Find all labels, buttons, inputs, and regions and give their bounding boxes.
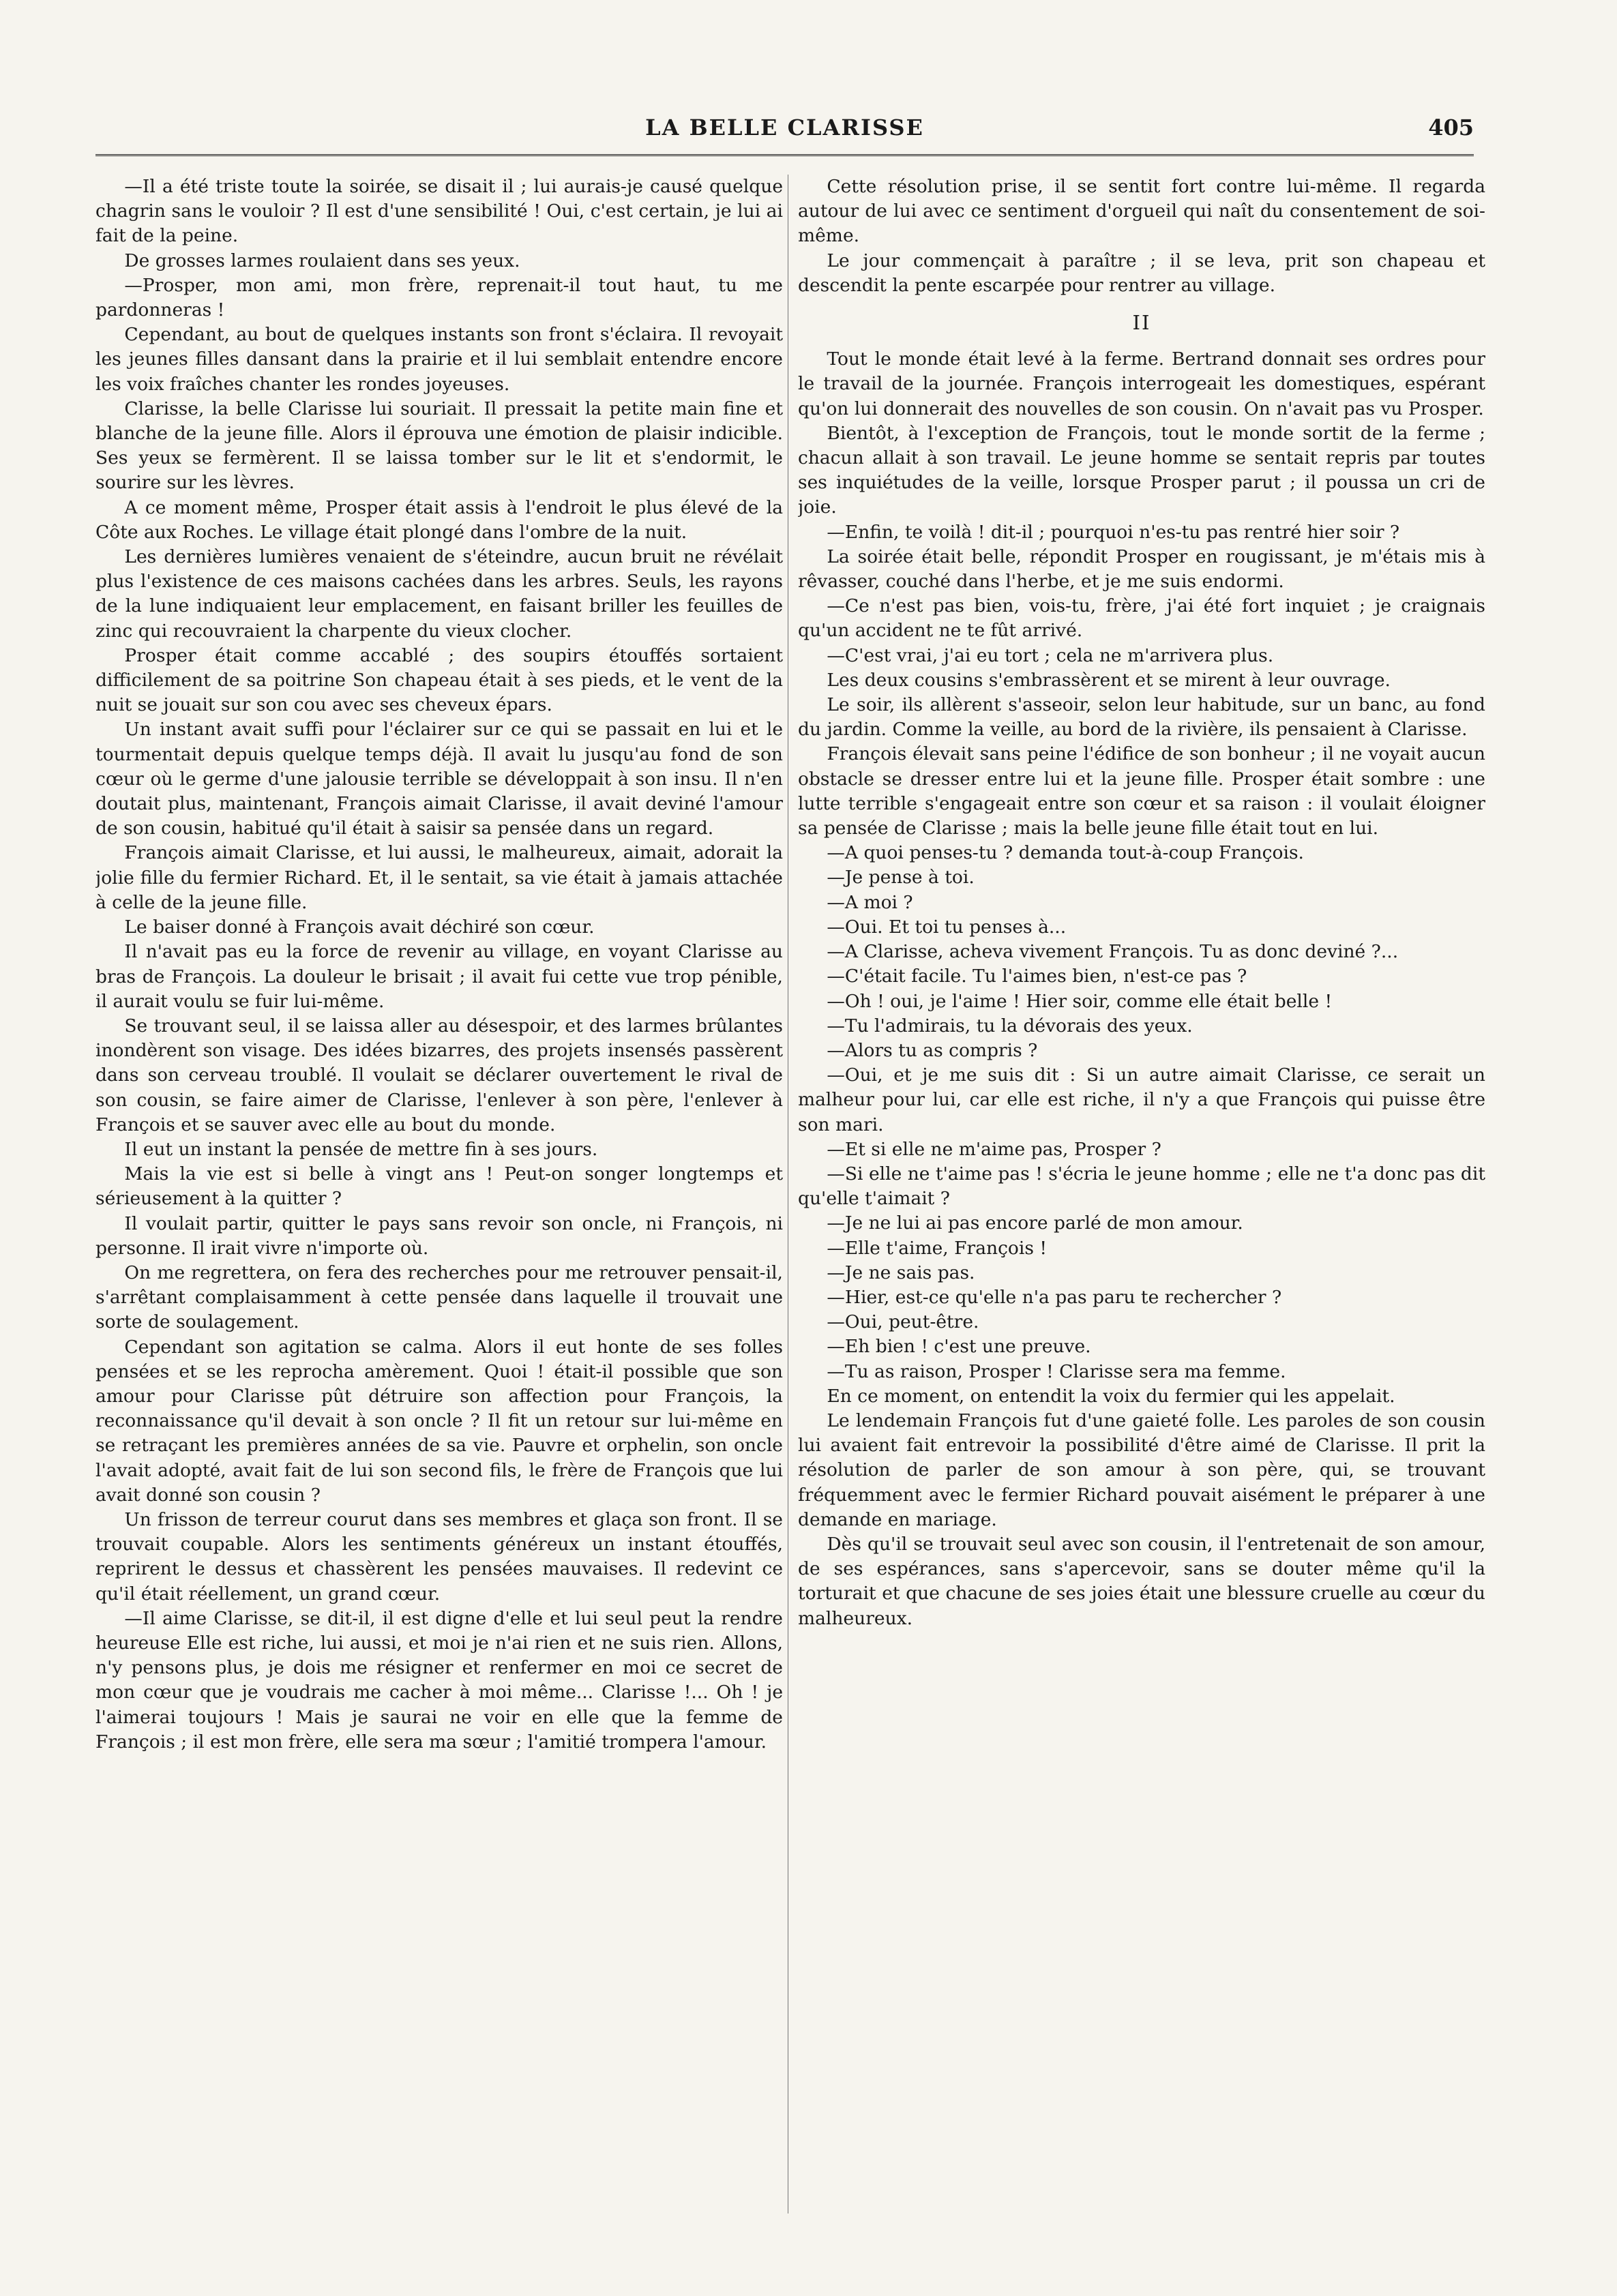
paragraph: Bientôt, à l'exception de François, tout le monde sortit de la ferme ; chacun allait à son travail. Le jeune homme se sentait repris par toutes ses inquiétudes de la veille, lorsque Prosper parut ; il poussa un cri de joie. [798,422,1485,518]
paragraph: Il eut un instant la pensée de mettre fin à ses jours. [124,1138,598,1160]
paragraph: —Et si elle ne m'aime pas, Prosper ? [827,1138,1161,1160]
page-header [95,115,1474,153]
paragraph: La soirée était belle, répondit Prosper en rougissant, je m'étais mis à rêvasser, couché dans l'herbe, et je me suis endormi. [798,546,1485,593]
paragraph: —Je ne sais pas. [827,1262,975,1283]
paragraph: —Enfin, te voilà ! dit-il ; pourquoi n'es-tu pas rentré hier soir ? [827,521,1400,543]
paragraph: —Je ne lui ai pas encore parlé de mon amour. [827,1212,1243,1234]
paragraph: —Elle t'aime, François ! [827,1237,1048,1259]
section-heading: II [1132,311,1151,335]
page-number: 405 [1428,115,1474,140]
running-title: LA BELLE CLARISSE [645,115,924,140]
paragraph: En ce moment, on entendit la voix du fermier qui les appelait. [827,1385,1395,1407]
paragraph: —Tu as raison, Prosper ! Clarisse sera ma femme. [827,1360,1286,1382]
paragraph: Tout le monde était levé à la ferme. Bertrand donnait ses ordres pour le travail de la journée. François interrogeait les domestiques, espérant qu'on lui donnerait des nouvelles de son cousin. On n'avait pas vu Prosper. [798,348,1485,419]
paragraph: —A quoi penses-tu ? demanda tout-à-coup François. [827,842,1304,864]
paragraph: Cependant son agitation se calma. Alors il eut honte de ses folles pensées et se les reprocha amèrement. Quoi ! était-il possible que son amour pour Clarisse pût détruire son affection pour François, la reconnaissance qu'il devait à son oncle ? Il fit un retour sur lui-même en se retraçant les premières années de sa vie. Pauvre et orphelin, son oncle l'avait adopté, avait fait de lui son second fils, le frère de François que lui avait donné son cousin ? [95,1336,783,1506]
paragraph: Se trouvant seul, il se laissa aller au désespoir, et des larmes brûlantes inondèrent son visage. Des idées bizarres, des projets insensés passèrent dans son cerveau troublé. Il voulait se déclarer ouvertement le rival de son cousin, se faire aimer de Clarisse, l'enlever à son père, l'enlever à François et se sauver avec elle au bout du monde. [95,1015,783,1135]
paragraph: —Eh bien ! c'est une preuve. [827,1336,1091,1358]
paragraph: Il n'avait pas eu la force de revenir au village, en voyant Clarisse au bras de François. La douleur le brisait ; il avait fui cette vue trop pénible, il aurait voulu se fuir lui-même. [95,941,783,1012]
paragraph: —Oui, et je me suis dit : Si un autre aimait Clarisse, ce serait un malheur pour lui, car elle est riche, il n'y a que François qui puisse être son mari. [798,1064,1485,1135]
paragraph: —Il a été triste toute la soirée, se disait il ; lui aurais-je causé quelque chagrin sans le vouloir ? Il est d'une sensibilité ! Oui, c'est certain, je lui ai fait de la peine. [95,176,783,247]
paragraph: On me regrettera, on fera des recherches pour me retrouver pensait-il, s'arrêtant complaisamment à cette pensée dans laquelle il trouvait une sorte de soulagement. [95,1262,783,1333]
paragraph: Dès qu'il se trouvait seul avec son cousin, il l'entretenait de son amour, de ses espérances, sans s'apercevoir, sans se douter même qu'il la torturait et que chacune de ses joies était une blessure cruelle au cœur du malheureux. [798,1533,1485,1629]
paragraph: —Il aime Clarisse, se dit-il, il est digne d'elle et lui seul peut la rendre heureuse Elle est riche, lui aussi, et moi je n'ai rien et ne suis rien. Allons, n'y pensons plus, je dois me résigner et renfermer en moi ce secret de mon cœur que je voudrais me cacher à moi même... Clarisse !... Oh ! je l'aimerai toujours ! Mais je saurai ne voir en elle que la femme de François ; il est mon frère, elle sera ma sœur ; l'amitié trompera l'amour. [95,1607,783,1753]
paragraph: —Oui. Et toi tu penses à... [827,916,1067,938]
paragraph: Un instant avait suffi pour l'éclairer sur ce qui se passait en lui et le tourmentait depuis quelque temps déjà. Il avait lu jusqu'au fond de son cœur où le germe d'une jalousie terrible se développait à son insu. Il n'en doutait plus, maintenant, François aimait Clarisse, il avait deviné l'amour de son cousin, habitué qu'il était à saisir sa pensée dans un regard. [95,719,783,839]
paragraph: Clarisse, la belle Clarisse lui souriait. Il pressait la petite main fine et blanche de la jeune fille. Alors il éprouva une émotion de plaisir indicible. Ses yeux se fermèrent. Il se laissa tomber sur le lit et s'endormit, le sourire sur les lèvres. [95,398,783,494]
paragraph: Mais la vie est si belle à vingt ans ! Peut-on songer longtemps et sérieusement à la quitter ? [95,1163,783,1210]
paragraph: —Oui, peut-être. [827,1311,979,1333]
paragraph: Le baiser donné à François avait déchiré son cœur. [124,916,595,938]
paragraph: —Alors tu as compris ? [827,1039,1038,1061]
paragraph: François aimait Clarisse, et lui aussi, le malheureux, aimait, adorait la jolie fille du fermier Richard. Et, il le sentait, sa vie était à jamais attachée à celle de la jeune fille. [95,842,783,913]
header-rule [95,154,1474,156]
paragraph: —C'est vrai, j'ai eu tort ; cela ne m'arrivera plus. [827,644,1274,666]
paragraph: —A moi ? [827,891,913,913]
paragraph: —Si elle ne t'aime pas ! s'écria le jeune homme ; elle ne t'a donc pas dit qu'elle t'aimait ? [798,1163,1485,1210]
paragraph: —Je pense à toi. [827,867,975,889]
paragraph: Le lendemain François fut d'une gaieté folle. Les paroles de son cousin lui avaient fait entrevoir la possibilité d'être aimé de Clarisse. Il prit la résolution de parler de son amour à son père, qui, se trouvant fréquemment avec le fermier Richard pouvait aisément le préparer à une demande en mariage. [798,1410,1485,1530]
paragraph: Les dernières lumières venaient de s'éteindre, aucun bruit ne révélait plus l'existence de ces maisons cachées dans les arbres. Seuls, les rayons de la lune indiquaient leur emplacement, en faisant briller les feuilles de zinc qui recouvraient la charpente du vieux clocher. [95,546,783,642]
left-column [95,175,783,2213]
paragraph: Il voulait partir, quitter le pays sans revoir son oncle, ni François, ni personne. Il irait vivre n'importe où. [95,1212,783,1259]
paragraph: —C'était facile. Tu l'aimes bien, n'est-ce pas ? [827,966,1247,987]
paragraph: —Oh ! oui, je l'aime ! Hier soir, comme elle était belle ! [827,990,1333,1012]
paragraph: —Hier, est-ce qu'elle n'a pas paru te rechercher ? [827,1286,1282,1308]
right-column [798,175,1485,2213]
paragraph: —Tu l'admirais, tu la dévorais des yeux. [827,1015,1193,1037]
paragraph: —A Clarisse, acheva vivement François. Tu as donc deviné ?... [827,941,1399,963]
paragraph: Le jour commençait à paraître ; il se leva, prit son chapeau et descendit la pente escarpée pour rentrer au village. [798,250,1485,296]
paragraph: Les deux cousins s'embrassèrent et se mirent à leur ouvrage. [827,669,1391,691]
paragraph: Prosper était comme accablé ; des soupirs étouffés sortaient difficilement de sa poitrine Son chapeau était à ses pieds, et le vent de la nuit se jouait sur son cou avec ses cheveux épars. [95,644,783,716]
paragraph: Le soir, ils allèrent s'asseoir, selon leur habitude, sur un banc, au fond du jardin. Comme la veille, au bord de la rivière, ils pensaient à Clarisse. [798,694,1485,741]
paragraph: Cependant, au bout de quelques instants son front s'éclaira. Il revoyait les jeunes filles dansant dans la prairie et il lui semblait entendre encore les voix fraîches chanter les rondes joyeuses. [95,324,783,395]
paragraph: Un frisson de terreur courut dans ses membres et glaça son front. Il se trouvait coupable. Alors les sentiments généreux un instant étouffés, reprirent le dessus et chassèrent les pensées mauvaises. Il redevint ce qu'il était réellement, un grand cœur. [95,1508,783,1605]
paragraph: —Prosper, mon ami, mon frère, reprenait-il tout haut, tu me pardonneras ! [95,274,783,321]
paragraph: De grosses larmes roulaient dans ses yeux. [124,250,520,271]
paragraph: Cette résolution prise, il se sentit fort contre lui-même. Il regarda autour de lui avec ce sentiment d'orgueil qui naît du consentement de soi-même. [798,176,1485,247]
paragraph: —Ce n'est pas bien, vois-tu, frère, j'ai été fort inquiet ; je craignais qu'un accident ne te fût arrivé. [798,595,1485,642]
paragraph: A ce moment même, Prosper était assis à l'endroit le plus élevé de la Côte aux Roches. Le village était plongé dans l'ombre de la nuit. [95,496,783,543]
paragraph: François élevait sans peine l'édifice de son bonheur ; il ne voyait aucun obstacle se dresser entre lui et la jeune fille. Prosper était sombre : une lutte terrible s'engageait entre son cœur et sa raison : il voulait éloigner sa pensée de Clarisse ; mais la belle jeune fille était tout en lui. [798,743,1485,839]
